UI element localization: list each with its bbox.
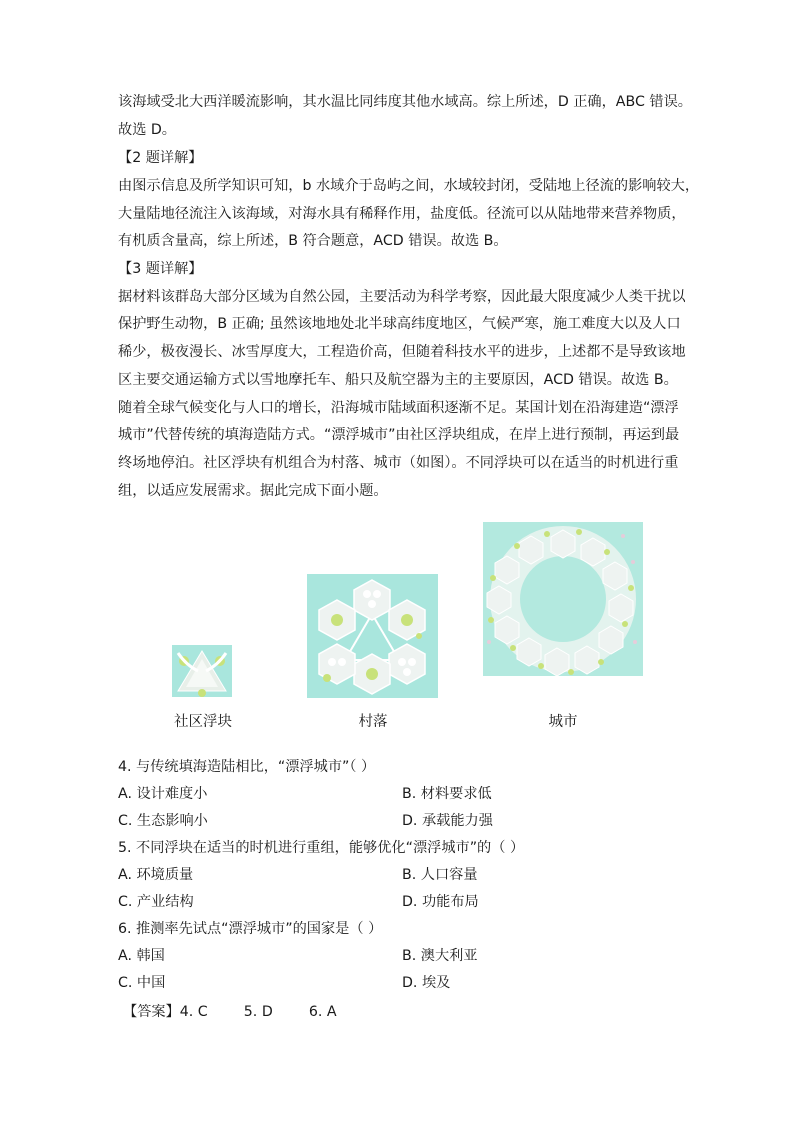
section-heading: 【3 题详解】 — [118, 261, 203, 277]
paragraph-line: 该海域受北大西洋暖流影响，其水温比同纬度其他水域高。综上所述，D 正确，ABC 错误。 — [118, 94, 692, 110]
question-6-option-c[interactable]: C. 中国 — [118, 975, 166, 991]
question-6-option-d[interactable]: D. 埃及 — [402, 975, 451, 991]
paragraph-line: 区主要交通运输方式以雪地摩托车、船只及航空器为主的主要原因，ACD 错误。故选 B。 — [118, 372, 678, 388]
question-5-stem: 5. 不同浮块在适当的时机进行重组，能够优化“漂浮城市”的（ ） — [118, 840, 525, 856]
question-5-option-b[interactable]: B. 人口容量 — [402, 867, 478, 883]
paragraph-line: 随着全球气候变化与人口的增长，沿海城市陆域面积逐渐不足。某国计划在沿海建造“漂浮 — [118, 400, 679, 416]
paragraph-line: 据材料该群岛大部分区域为自然公园，主要活动为科学考察，因此最大限度减少人类干扰以 — [118, 289, 686, 305]
paragraph-line: 由图示信息及所学知识可知，b 水域介于岛屿之间，水域较封闭，受陆地上径流的影响较大， — [118, 178, 700, 194]
question-4-option-c[interactable]: C. 生态影响小 — [118, 813, 208, 829]
question-5-option-c[interactable]: C. 产业结构 — [118, 894, 194, 910]
paragraph-line: 城市”代替传统的填海造陆方式。“漂浮城市”由社区浮块组成，在岸上进行预制，再运到最 — [118, 427, 680, 443]
paragraph-line: 故选 D。 — [118, 122, 176, 138]
community-module-image — [172, 645, 232, 697]
city-caption: 城市 — [548, 714, 578, 730]
answer-line: 【答案】4. C 5. D 6. A — [123, 1004, 337, 1020]
question-5-option-a[interactable]: A. 环境质量 — [118, 867, 194, 883]
paragraph-line: 组，以适应发展需求。据此完成下面小题。 — [118, 483, 388, 499]
question-4-option-b[interactable]: B. 材料要求低 — [402, 786, 492, 802]
question-6-stem: 6. 推测率先试点“漂浮城市”的国家是（ ） — [118, 921, 383, 937]
paragraph-line: 大量陆地径流注入该海域，对海水具有稀释作用，盐度低。径流可以从陆地带来营养物质， — [118, 206, 686, 222]
city-image — [483, 522, 643, 676]
village-caption: 村落 — [358, 714, 388, 730]
village-image — [307, 574, 438, 698]
paragraph-line: 终场地停泊。社区浮块有机组合为村落、城市（如图）。不同浮块可以在适当的时机进行重 — [118, 455, 679, 471]
question-4-stem: 4. 与传统填海造陆相比，“漂浮城市”（ ） — [118, 759, 376, 775]
paragraph-line: 有机质含量高，综上所述，B 符合题意，ACD 错误。故选 B。 — [118, 233, 508, 249]
question-4-option-d[interactable]: D. 承载能力强 — [402, 813, 493, 829]
question-4-option-a[interactable]: A. 设计难度小 — [118, 786, 208, 802]
section-heading: 【2 题详解】 — [118, 150, 203, 166]
paragraph-line: 稀少，极夜漫长、冰雪厚度大，工程造价高，但随着科技水平的进步，上述都不是导致该地 — [118, 344, 686, 360]
community-module-caption: 社区浮块 — [174, 714, 232, 730]
question-6-option-b[interactable]: B. 澳大利亚 — [402, 948, 478, 964]
paragraph-line: 保护野生动物，B 正确; 虽然该地地处北半球高纬度地区，气候严寒，施工难度大以及人口 — [118, 316, 681, 332]
question-5-option-d[interactable]: D. 功能布局 — [402, 894, 479, 910]
question-6-option-a[interactable]: A. 韩国 — [118, 948, 165, 964]
